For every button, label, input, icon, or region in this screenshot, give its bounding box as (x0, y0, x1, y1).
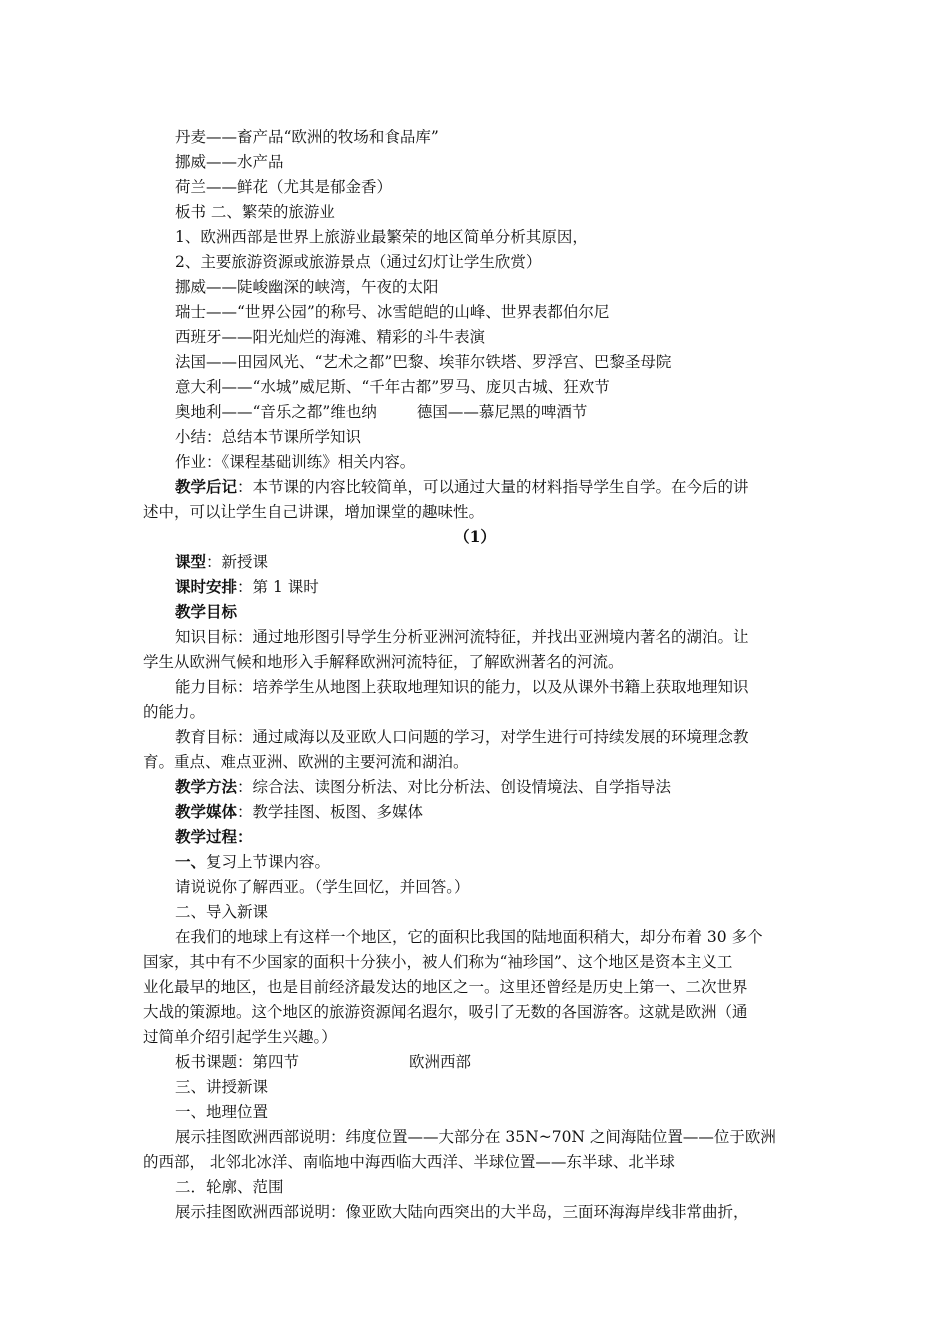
text-line: 述中，可以让学生自己讲课，增加课堂的趣味性。 (143, 503, 485, 521)
text-line: 2、主要旅游资源或旅游景点（通过幻灯让学生欣赏） (175, 253, 542, 271)
text-segment: 板书课题：第四节 (175, 1053, 300, 1071)
text-line: 能力目标：培养学生从地图上获取地理知识的能力，以及从课外书籍上获取地理知识 (175, 678, 749, 696)
text-line: 教育目标：通过咸海以及亚欧人口问题的学习，对学生进行可持续发展的环境理念教 (175, 728, 749, 746)
text-line: 大战的策源地。这个地区的旅游资源闻名遐尔，吸引了无数的各国游客。这就是欧洲（通 (143, 1003, 748, 1021)
text-segment: ：新授课 (206, 553, 269, 571)
bold-label: 课时安排 (175, 577, 238, 596)
text-line: 国家，其中有不少国家的面积十分狭小，被人们称为“袖珍国”、这个地区是资本主义工 (143, 953, 733, 971)
text-line: 小结：总结本节课所学知识 (175, 428, 362, 446)
text-segment: 奥地利——“音乐之都”维也纳 (175, 403, 377, 421)
text-line: 业化最早的地区，也是目前经济最发达的地区之一。这里还曾经是历史上第一、二次世界 (143, 978, 748, 996)
text-line: 作业：《课程基础训练》相关内容。 (175, 453, 416, 471)
section-heading: 教学过程： (175, 827, 253, 846)
text-line (0, 802, 950, 822)
text-segment: ：综合法、读图分析法、对比分析法、创设情境法、自学指导法 (237, 778, 672, 796)
text-line (0, 777, 950, 797)
text-line: 荷兰——鲜花（尤其是郁金香） (175, 178, 393, 196)
section-heading: 板书 二、繁荣的旅游业 (175, 203, 335, 221)
text-line (0, 577, 950, 597)
text-line: 知识目标：通过地形图引导学生分析亚洲河流特征，并找出亚洲境内著名的湖泊。让 (175, 628, 749, 646)
text-line: 展示挂图欧洲西部说明：纬度位置——大部分在 35N~70N 之间海陆位置——位于欧洲 (175, 1128, 776, 1146)
text-line (0, 477, 950, 497)
text-segment: ：第 1 课时 (237, 578, 319, 596)
bold-label: 一、 (175, 852, 207, 871)
text-segment: ：教学挂图、板图、多媒体 (237, 803, 424, 821)
text-line: 意大利——“水城”威尼斯、“千年古都”罗马、庞贝古城、狂欢节 (175, 378, 610, 396)
text-line: 瑞士——“世界公园”的称号、冰雪皑皑的山峰、世界表都伯尔尼 (175, 303, 610, 321)
bold-label: 教学方法 (175, 777, 238, 796)
text-line (0, 1052, 950, 1072)
text-line: 展示挂图欧洲西部说明：像亚欧大陆向西突出的大半岛，三面环海海岸线非常曲折， (175, 1203, 749, 1221)
text-line: 的能力。 (143, 703, 206, 721)
bold-label: 课型 (175, 552, 207, 571)
text-line: 1、欧洲西部是世界上旅游业最繁荣的地区简单分析其原因， (175, 228, 588, 246)
text-line: 过简单介绍引起学生兴趣。） (143, 1028, 337, 1046)
text-line: 育。重点、难点亚洲、欧洲的主要河流和湖泊。 (143, 753, 469, 771)
text-line: 法国——田园风光、“艺术之都”巴黎、埃菲尔铁塔、罗浮宫、巴黎圣母院 (175, 353, 672, 371)
text-line: 挪威——陡峻幽深的峡湾，午夜的太阳 (175, 278, 439, 296)
text-line: 丹麦——畜产品“欧洲的牧场和食品库” (175, 128, 439, 146)
text-line: 二、导入新课 (175, 903, 269, 921)
lesson-number: （1） (454, 527, 496, 546)
text-line: 挪威——水产品 (175, 153, 284, 171)
text-line: 三、讲授新课 (175, 1078, 269, 1096)
text-segment: 德国——慕尼黑的啤酒节 (416, 403, 588, 421)
text-line (0, 402, 950, 422)
bold-label: 教学媒体 (175, 802, 238, 821)
text-line: 学生从欧洲气候和地形入手解释欧洲河流特征，了解欧洲著名的河流。 (143, 653, 624, 671)
text-line: 一、地理位置 (175, 1103, 269, 1121)
bold-label: 教学后记 (175, 477, 238, 496)
section-heading: 教学目标 (175, 602, 238, 621)
text-line (0, 852, 950, 872)
text-segment: ：本节课的内容比较简单，可以通过大量的材料指导学生自学。在今后的讲 (237, 478, 749, 496)
text-line: 的西部， 北邻北冰洋、南临地中海西临大西洋、半球位置——东半球、北半球 (143, 1153, 675, 1171)
text-segment: 复习上节课内容。 (206, 853, 331, 871)
text-segment: 欧洲西部 (409, 1053, 472, 1071)
text-line (0, 552, 950, 572)
text-line: 请说说你了解西亚。（学生回忆，并回答。） (175, 878, 470, 896)
text-line: 西班牙——阳光灿烂的海滩、精彩的斗牛表演 (175, 328, 486, 346)
text-line: 在我们的地球上有这样一个地区，它的面积比我国的陆地面积稍大，却分布着 30 多个 (175, 928, 763, 946)
text-line: 二．轮廓、范围 (175, 1178, 284, 1196)
